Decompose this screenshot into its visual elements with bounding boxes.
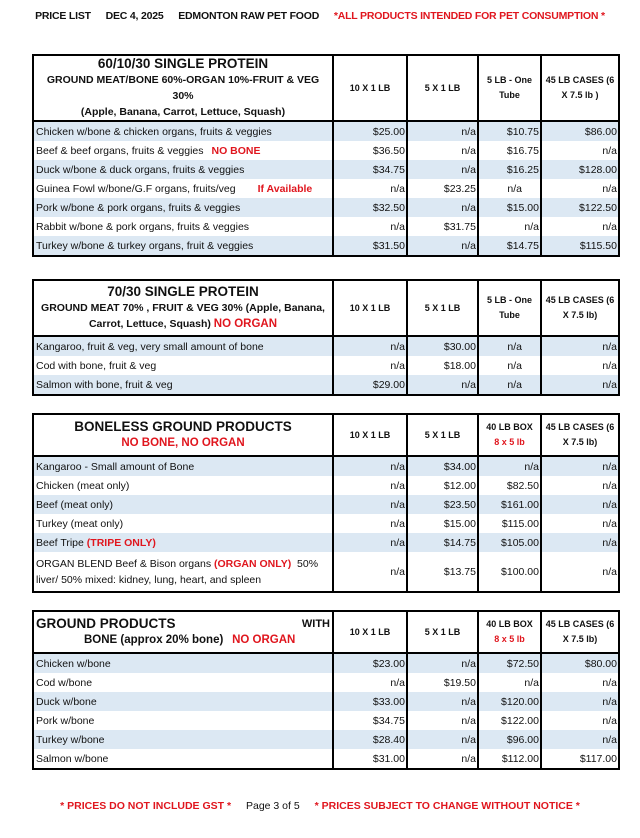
product-name: Salmon w/bone	[33, 749, 333, 769]
price-cell: n/a	[541, 711, 619, 730]
price-cell: $122.00	[478, 711, 541, 730]
price-cell: n/a	[407, 121, 478, 141]
price-cell: $128.00	[541, 160, 619, 179]
column-header-5lb-tube: 5 LB - One Tube	[478, 280, 541, 336]
price-cell: n/a	[541, 692, 619, 711]
column-header-40lb-box-sub: 8 x 5 lb	[494, 634, 525, 644]
column-header-45lb-cases: 45 LB CASES (6 X 7.5 lb )	[541, 55, 619, 121]
price-cell: $25.00	[333, 121, 407, 141]
price-cell: $28.40	[333, 730, 407, 749]
product-name: Chicken w/bone	[33, 653, 333, 673]
column-header-40lb-box-label: 40 LB BOX	[486, 619, 533, 629]
column-header-40lb-box	[478, 414, 541, 456]
price-cell: $23.00	[333, 653, 407, 673]
table-row	[33, 514, 619, 533]
table-70-30-single-protein	[32, 279, 620, 396]
price-cell: $100.00	[478, 552, 541, 592]
no-organ-tag: NO ORGAN	[232, 634, 296, 646]
product-name: Turkey (meat only)	[33, 514, 333, 533]
section-title-cell	[33, 280, 333, 336]
product-name: Pork w/bone & pork organs, fruits & veggies	[33, 198, 333, 217]
price-cell: n/a	[333, 673, 407, 692]
table-row	[33, 179, 619, 198]
price-cell: $16.25	[478, 160, 541, 179]
price-cell: n/a	[541, 217, 619, 236]
page-number: Page 3 of 5	[245, 800, 300, 812]
table-row	[33, 673, 619, 692]
column-header-40lb-box-sub: 8 x 5 lb	[494, 437, 525, 447]
price-cell: n/a	[407, 198, 478, 217]
product-name: Cod with bone, fruit & veg	[33, 356, 333, 375]
price-cell: $86.00	[541, 121, 619, 141]
product-name: Duck w/bone	[33, 692, 333, 711]
price-cell: n/a	[407, 653, 478, 673]
price-cell: n/a	[333, 476, 407, 495]
product-name: Salmon with bone, fruit & veg	[33, 375, 333, 395]
price-cell: n/a	[478, 673, 541, 692]
price-cell: n/a	[541, 730, 619, 749]
table-boneless-ground-products	[32, 413, 620, 593]
section-title: 70/30 SINGLE PROTEIN	[107, 284, 259, 299]
price-cell: n/a	[541, 495, 619, 514]
price-cell: n/a	[478, 179, 541, 198]
product-name: Guinea Fowl w/bone/G.F organs, fruits/veg If Available	[33, 179, 333, 198]
price-cell: $30.00	[407, 336, 478, 356]
price-cell: $19.50	[407, 673, 478, 692]
if-available-tag: If Available	[257, 182, 313, 195]
product-name: Cod w/bone	[33, 673, 333, 692]
column-header-45lb-cases: 45 LB CASES (6 X 7.5 lb)	[541, 611, 619, 653]
product-name: Beef Tripe (TRIPE ONLY)	[33, 533, 333, 552]
price-cell: n/a	[541, 552, 619, 592]
page-footer	[0, 800, 640, 812]
price-cell: $161.00	[478, 495, 541, 514]
section-title-cell	[33, 611, 333, 653]
price-cell: n/a	[333, 179, 407, 198]
price-cell: n/a	[541, 514, 619, 533]
price-cell: n/a	[407, 141, 478, 160]
product-name: Kangaroo, fruit & veg, very small amount of bone	[33, 336, 333, 356]
section-title-cell	[33, 55, 333, 121]
column-header-45lb-cases: 45 LB CASES (6 X 7.5 lb)	[541, 414, 619, 456]
price-cell: n/a	[541, 456, 619, 476]
price-cell: n/a	[541, 375, 619, 395]
table-row	[33, 141, 619, 160]
price-cell: n/a	[333, 356, 407, 375]
price-list-date: DEC 4, 2025	[105, 10, 164, 22]
product-name: Kangaroo - Small amount of Bone	[33, 456, 333, 476]
price-cell: n/a	[407, 711, 478, 730]
tripe-only-tag: (TRIPE ONLY)	[86, 536, 156, 549]
column-header-5lb-tube: 5 LB - One Tube	[478, 55, 541, 121]
price-change-notice: * PRICES SUBJECT TO CHANGE WITHOUT NOTICE *	[314, 800, 580, 812]
price-cell: $29.00	[333, 375, 407, 395]
table-row	[33, 495, 619, 514]
price-cell: n/a	[407, 375, 478, 395]
column-header-5x1lb: 5 X 1 LB	[407, 55, 478, 121]
price-cell: n/a	[333, 533, 407, 552]
price-cell: $32.50	[333, 198, 407, 217]
price-cell: $23.50	[407, 495, 478, 514]
price-cell: n/a	[478, 456, 541, 476]
price-cell: n/a	[333, 514, 407, 533]
table-row	[33, 533, 619, 552]
column-header-5x1lb: 5 X 1 LB	[407, 611, 478, 653]
section-title: 60/10/30 SINGLE PROTEIN	[97, 56, 269, 71]
table-row	[33, 730, 619, 749]
price-cell: $117.00	[541, 749, 619, 769]
table-row	[33, 336, 619, 356]
price-list-label: PRICE LIST	[35, 10, 91, 22]
column-header-40lb-box-label: 40 LB BOX	[486, 422, 533, 432]
no-organ-tag: NO ORGAN	[213, 318, 278, 330]
price-cell: $112.00	[478, 749, 541, 769]
table-ground-products-with-bone	[32, 610, 620, 770]
price-cell: $15.00	[407, 514, 478, 533]
price-cell: $34.75	[333, 711, 407, 730]
section-subtitle: GROUND MEAT/BONE 60%-ORGAN 10%-FRUIT & VEG 30%	[46, 74, 320, 102]
price-cell: n/a	[541, 179, 619, 198]
section-title: BONELESS GROUND PRODUCTS	[74, 419, 292, 434]
price-cell: $34.00	[407, 456, 478, 476]
price-cell: n/a	[478, 336, 541, 356]
product-name: Duck w/bone & duck organs, fruits & veggies	[33, 160, 333, 179]
product-name: ORGAN BLEND Beef & Bison organs (ORGAN ONLY) 50% liver/ 50% mixed: kidney, lung, heart, and spleen	[33, 552, 333, 592]
gst-notice: * PRICES DO NOT INCLUDE GST *	[60, 800, 232, 812]
column-header-10x1lb: 10 X 1 LB	[333, 414, 407, 456]
column-header-10x1lb: 10 X 1 LB	[333, 55, 407, 121]
table-row	[33, 160, 619, 179]
price-cell: n/a	[478, 375, 541, 395]
no-bone-tag: NO BONE	[211, 144, 261, 157]
company-name: EDMONTON RAW PET FOOD	[178, 10, 320, 22]
product-name: Chicken w/bone & chicken organs, fruits & veggies	[33, 121, 333, 141]
price-cell: $34.75	[333, 160, 407, 179]
price-cell: $120.00	[478, 692, 541, 711]
section-title-cell	[33, 414, 333, 456]
table-row	[33, 749, 619, 769]
table-row	[33, 692, 619, 711]
price-cell: n/a	[541, 141, 619, 160]
price-cell: $96.00	[478, 730, 541, 749]
page-header	[0, 10, 640, 22]
section-title: GROUND PRODUCTS	[36, 616, 176, 631]
price-cell: n/a	[407, 692, 478, 711]
table-row	[33, 375, 619, 395]
price-cell: n/a	[333, 552, 407, 592]
price-cell: $23.25	[407, 179, 478, 198]
section-subtitle: BONE (approx 20% bone)	[84, 634, 224, 646]
product-name: Turkey w/bone	[33, 730, 333, 749]
price-cell: n/a	[333, 456, 407, 476]
price-cell: $16.75	[478, 141, 541, 160]
price-cell: n/a	[407, 236, 478, 256]
product-name: Rabbit w/bone & pork organs, fruits & veggies	[33, 217, 333, 236]
price-cell: $122.50	[541, 198, 619, 217]
price-cell: $12.00	[407, 476, 478, 495]
section-title-with: WITH	[301, 618, 330, 630]
price-cell: $36.50	[333, 141, 407, 160]
price-cell: n/a	[407, 730, 478, 749]
column-header-10x1lb: 10 X 1 LB	[333, 280, 407, 336]
price-cell: $31.50	[333, 236, 407, 256]
product-name: Pork w/bone	[33, 711, 333, 730]
table-row	[33, 121, 619, 141]
table-row	[33, 217, 619, 236]
table-row	[33, 653, 619, 673]
price-cell: n/a	[333, 336, 407, 356]
price-cell: $82.50	[478, 476, 541, 495]
product-name: Beef & beef organs, fruits & veggies NO BONE	[33, 141, 333, 160]
price-cell: n/a	[407, 160, 478, 179]
price-cell: $31.75	[407, 217, 478, 236]
price-cell: $18.00	[407, 356, 478, 375]
price-cell: n/a	[541, 476, 619, 495]
price-cell: $115.00	[478, 514, 541, 533]
price-cell: n/a	[541, 356, 619, 375]
product-name: Chicken (meat only)	[33, 476, 333, 495]
price-cell: $31.00	[333, 749, 407, 769]
price-cell: $105.00	[478, 533, 541, 552]
product-name: Turkey w/bone & turkey organs, fruit & veggies	[33, 236, 333, 256]
section-subtitle-2: (Apple, Banana, Carrot, Lettuce, Squash)	[80, 106, 286, 118]
price-cell: $80.00	[541, 653, 619, 673]
price-cell: n/a	[333, 217, 407, 236]
price-cell: $10.75	[478, 121, 541, 141]
price-cell: n/a	[407, 749, 478, 769]
table-row	[33, 456, 619, 476]
column-header-45lb-cases: 45 LB CASES (6 X 7.5 lb)	[541, 280, 619, 336]
table-row	[33, 236, 619, 256]
product-name: Beef (meat only)	[33, 495, 333, 514]
table-row	[33, 198, 619, 217]
column-header-10x1lb: 10 X 1 LB	[333, 611, 407, 653]
price-cell: $33.00	[333, 692, 407, 711]
no-bone-no-organ-tag: NO BONE, NO ORGAN	[121, 437, 245, 449]
table-row	[33, 356, 619, 375]
price-cell: n/a	[333, 495, 407, 514]
column-header-5x1lb: 5 X 1 LB	[407, 280, 478, 336]
price-cell: n/a	[541, 673, 619, 692]
price-cell: $14.75	[478, 236, 541, 256]
price-cell: $115.50	[541, 236, 619, 256]
price-cell: $13.75	[407, 552, 478, 592]
table-row	[33, 552, 619, 592]
consumption-notice: *ALL PRODUCTS INTENDED FOR PET CONSUMPTION *	[333, 10, 605, 22]
column-header-40lb-box	[478, 611, 541, 653]
table-60-10-30-single-protein	[32, 54, 620, 257]
price-cell: $72.50	[478, 653, 541, 673]
organ-only-tag: (ORGAN ONLY)	[214, 557, 292, 570]
table-row	[33, 711, 619, 730]
price-cell: n/a	[478, 356, 541, 375]
price-cell: n/a	[541, 336, 619, 356]
price-cell: n/a	[541, 533, 619, 552]
price-cell: $14.75	[407, 533, 478, 552]
price-cell: n/a	[478, 217, 541, 236]
table-row	[33, 476, 619, 495]
section-subtitle: GROUND MEAT 70% , FRUIT & VEG 30% (Apple, Banana, Carrot, Lettuce, Squash)	[41, 302, 325, 330]
price-cell: $15.00	[478, 198, 541, 217]
column-header-5x1lb: 5 X 1 LB	[407, 414, 478, 456]
